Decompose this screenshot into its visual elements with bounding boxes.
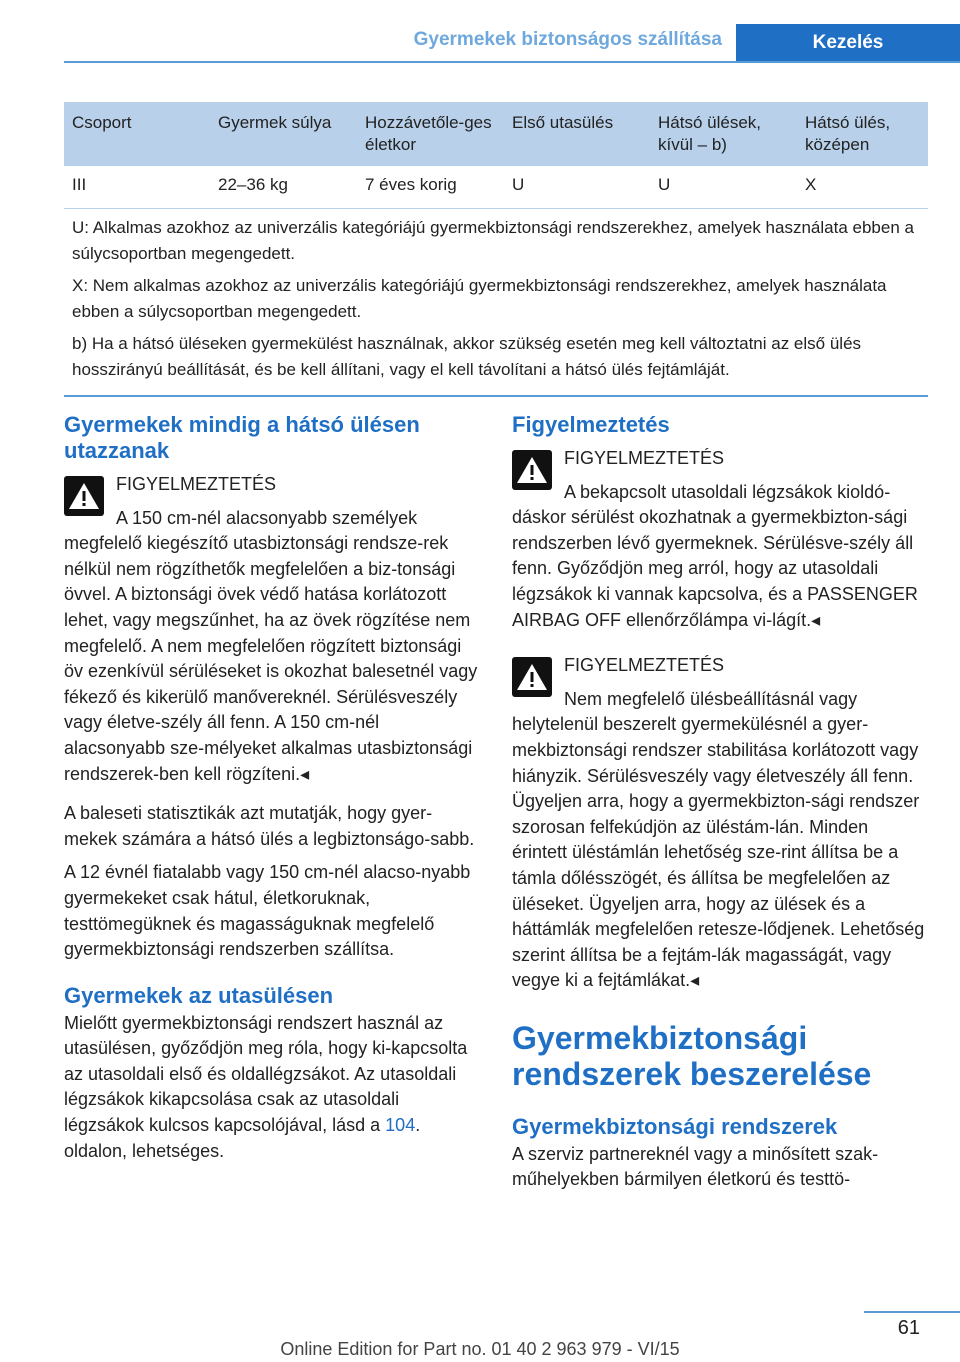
cell-front-seat: U	[504, 166, 650, 209]
heading-child-restraint-systems: Gyermekbiztonsági rendszerek	[512, 1113, 838, 1139]
cell-age: 7 éves korig	[357, 166, 504, 209]
warning-icon	[512, 450, 552, 490]
table-row	[64, 166, 928, 209]
warning-text: Nem megfelelő ülésbeállításnál vagy helytelenül beszerelt gyermekülésnél a gyer-mekbiztonsági rendszer stabilitása korlátozott vagy hiányzik. Sérülésveszély vagy életveszély áll fenn. Ügyeljen arra, hogy a gyermekbizton-sági rendszer szorosan felfekúdjön az üléstám-lán. Minden érintett üléstámlán lehetőség sze-rint állítsa be a támla dőlésszögét, és állítsa be megfelelően az üléseket. Ügyeljen arra, hogy az ülések és a háttámlák megfelelően retesze-lődjenek. Lehetőség szerint állítsa be a fejtám-lák magasságát, vagy vegye ki a fejtámlákat.◂	[512, 688, 925, 991]
column-header-rear-center: Hátsó ülés, középen	[797, 102, 928, 166]
chapter-tab: Kezelés	[736, 24, 960, 62]
left-column	[64, 412, 480, 1172]
cell-rear-outer: U	[650, 166, 797, 209]
heading-installation: Gyermekbiztonsági rendszerek beszerelése	[512, 1019, 872, 1092]
page-link-104[interactable]: 104	[385, 1115, 416, 1136]
warning-text: A 150 cm-nél alacsonyabb személyek megfelelő kiegészítő utasbiztonsági rendsze-rek nélkül nem rögzíthetők megfelelően a biz-tonsági övvel. A biztonsági övek védő hatása korlátozott lehet, vagy megszűnhet, ha az övek rögzítése nem megfelelő. A nem megfelelően rögzített biztonsági öv ezenkívül sérüléseket is okozhat balesetnél vagy fékező és kikerülő manővereknél. Sérülésveszély vagy életve-szély áll fenn. A 150 cm-nél alacsonyabb sze-mélyeket alkalmas utasbiztonsági rendszerek-ben kell rögzíteni.◂	[64, 507, 478, 784]
paragraph-service-partners: A szerviz partnereknél vagy a minősített szak-műhelyekben bármilyen életkorú és testtö-	[512, 1143, 879, 1190]
warning-label: FIGYELMEZTETÉS	[116, 474, 277, 494]
warning-label: FIGYELMEZTETÉS	[564, 448, 725, 468]
edition-footer: Online Edition for Part no. 01 40 2 963 979 - VI/15	[280, 1339, 680, 1359]
heading-warning: Figyelmeztetés	[512, 412, 670, 437]
child-seat-group-table	[64, 102, 928, 397]
cell-group: III	[64, 166, 210, 209]
section-title: Gyermekek biztonságos szállítása	[413, 29, 722, 50]
column-header-age: Hozzávetőle-ges életkor	[357, 102, 504, 166]
paragraph-statistics: A baleseti statisztikák azt mutatják, hogy gyer-mekek számára a hátsó ülés a legbiztonságo-sabb.	[64, 803, 475, 849]
cell-weight: 22–36 kg	[210, 166, 357, 209]
paragraph-passenger-seat	[64, 1011, 480, 1165]
warning-block	[64, 472, 480, 787]
page-number: 61	[897, 1317, 920, 1339]
heading-passenger-seat: Gyermekek az utasülésen	[64, 982, 334, 1008]
paragraph-passenger-seat-text: Mielőtt gyermekbiztonsági rendszert használ az utasülésen, győződjön meg róla, hogy ki-kapcsolta az utasoldali első és oldallégzsákot. Az utasoldali légzsákok kikapcsolása csak az utasoldali légzsákok kulcsos kapcsolójával, lásd a	[64, 1012, 468, 1136]
warning-block-airbag	[512, 446, 928, 633]
warning-text: A bekapcsolt utasoldali légzsákok kioldó-dáskor sérülést okozhatnak a gyermekbizton-sági rendszerben lévő gyermeknek. Sérülésve-szély áll fenn. Győződjön meg arról, hogy az utasoldali légzsákok ki vannak kapcsolva, és a PASSENGER AIRBAG OFF ellenőrzőlámpa vi-lágít.◂	[512, 481, 918, 630]
warning-block-seat	[512, 653, 928, 994]
table-header-row	[64, 102, 928, 166]
header-rule	[64, 61, 960, 63]
cell-rear-center: X	[797, 166, 928, 209]
right-column	[512, 412, 928, 1201]
warning-icon	[512, 657, 552, 697]
column-header-rear-outer: Hátsó ülések, kívül – b)	[650, 102, 797, 166]
paragraph-passenger-seat-suffix: . oldalon, lehetséges.	[64, 1115, 421, 1161]
column-header-weight: Gyermek súlya	[210, 102, 357, 166]
paragraph-under-12: A 12 évnél fiatalabb vagy 150 cm-nél alacso-nyabb gyermekeket csak hátul, életkoruknak, testtömegüknek és magasságuknak megfelelő gyermekbiztonsági rendszerben szállítsa.	[64, 862, 471, 960]
table-note-u: U: Alkalmas azokhoz az univerzális kategóriájú gyermekbiztonsági rendszerekhez, amelyek használata ebben a súlycsoportban megengedett.	[72, 218, 914, 263]
column-header-front-seat: Első utasülés	[504, 102, 650, 166]
footer-rule	[864, 1311, 960, 1313]
table-note-x: X: Nem alkalmas azokhoz az univerzális kategóriájú gyermekbiztonsági rendszerekhez, amelyek használata ebben a súlycsoportban megengedett.	[72, 276, 887, 321]
warning-label: FIGYELMEZTETÉS	[564, 655, 725, 676]
column-header-group: Csoport	[64, 102, 210, 166]
table-note-b: b) Ha a hátsó üléseken gyermekülést használnak, akkor szükség esetén meg kell változtatni az első ülés hosszirányú beállítását, és be kell állítani, vagy el kell távolítani a hátsó ülés fejtámláját.	[64, 325, 928, 396]
heading-children-rear-seat: Gyermekek mindig a hátsó ülésen utazzanak	[64, 412, 420, 463]
warning-icon	[64, 476, 104, 516]
